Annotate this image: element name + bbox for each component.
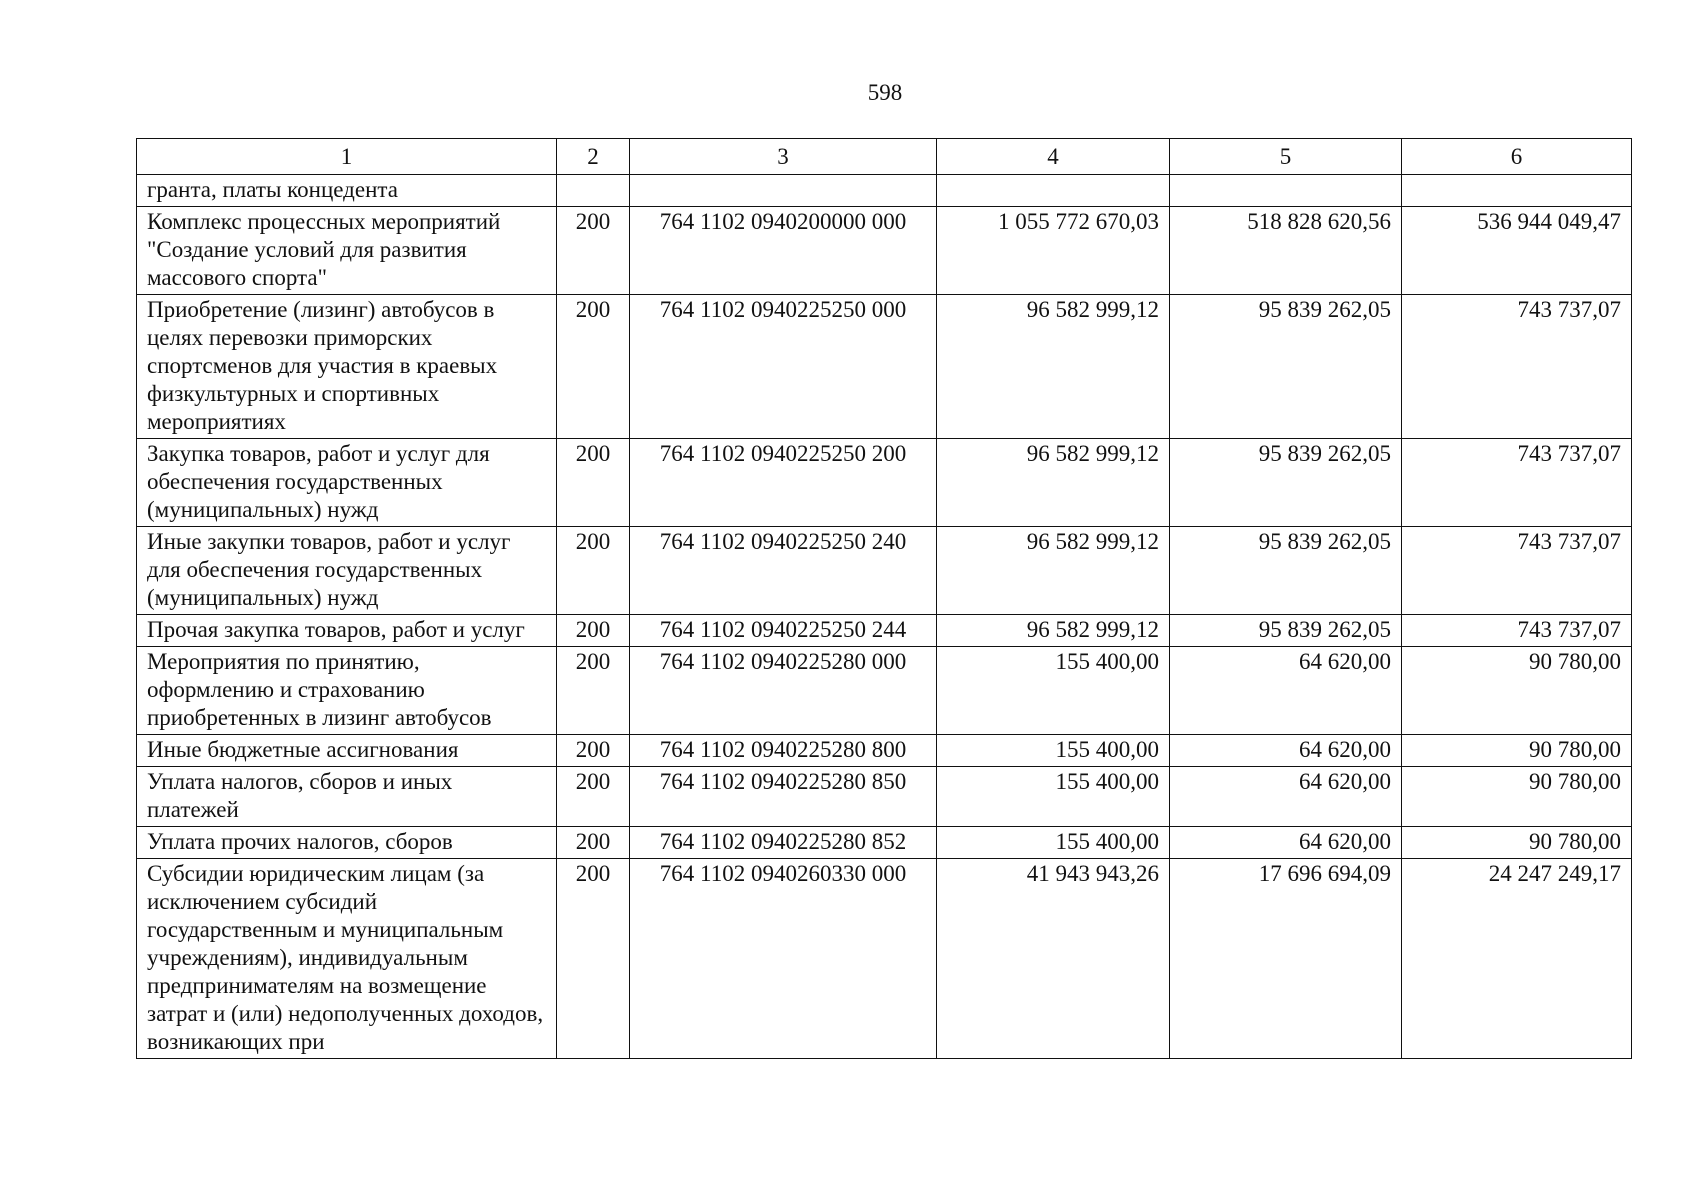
- row-value-6-cell: 90 780,00: [1402, 767, 1632, 827]
- row-code-cell: 200: [557, 527, 630, 615]
- row-code-cell: 200: [557, 767, 630, 827]
- column-header-4: 4: [937, 139, 1170, 175]
- row-kbk-cell: 764 1102 0940225250 240: [630, 527, 937, 615]
- row-code-cell: 200: [557, 439, 630, 527]
- row-name-cell: Комплекс процессных мероприятий "Создание условий для развития массового спорта": [137, 207, 557, 295]
- row-value-4-cell: 155 400,00: [937, 767, 1170, 827]
- row-kbk-cell: 764 1102 0940225280 850: [630, 767, 937, 827]
- row-value-6-cell: 90 780,00: [1402, 647, 1632, 735]
- page-number: 598: [867, 80, 903, 105]
- row-value-4-cell: 155 400,00: [937, 735, 1170, 767]
- row-value-4-cell: 96 582 999,12: [937, 295, 1170, 439]
- row-kbk-cell: [630, 175, 937, 207]
- row-value-5-cell: 64 620,00: [1170, 735, 1402, 767]
- table-row: [137, 527, 1632, 615]
- table-row: [137, 827, 1632, 859]
- row-value-5-cell: 518 828 620,56: [1170, 207, 1402, 295]
- row-value-4-cell: 155 400,00: [937, 827, 1170, 859]
- table-row: [137, 175, 1632, 207]
- row-value-4-cell: 96 582 999,12: [937, 527, 1170, 615]
- row-value-6-cell: 743 737,07: [1402, 615, 1632, 647]
- row-value-6-cell: 90 780,00: [1402, 735, 1632, 767]
- row-value-6-cell: 24 247 249,17: [1402, 859, 1632, 1059]
- row-name-cell: Прочая закупка товаров, работ и услуг: [137, 615, 557, 647]
- row-kbk-cell: 764 1102 0940225280 800: [630, 735, 937, 767]
- row-value-5-cell: 17 696 694,09: [1170, 859, 1402, 1059]
- row-code-cell: 200: [557, 827, 630, 859]
- column-header-5: 5: [1170, 139, 1402, 175]
- row-value-5-cell: 64 620,00: [1170, 647, 1402, 735]
- row-name-cell: гранта, платы концедента: [137, 175, 557, 207]
- row-name-cell: Субсидии юридическим лицам (за исключением субсидий государственным и муниципальным учреждениям), индивидуальным предпринимателям на возмещение затрат и (или) недополученных доходов, возникающих при: [137, 859, 557, 1059]
- row-code-cell: 200: [557, 647, 630, 735]
- row-kbk-cell: 764 1102 0940225280 000: [630, 647, 937, 735]
- column-header-1: 1: [137, 139, 557, 175]
- row-kbk-cell: 764 1102 0940225280 852: [630, 827, 937, 859]
- row-value-5-cell: 64 620,00: [1170, 767, 1402, 827]
- row-code-cell: 200: [557, 295, 630, 439]
- row-code-cell: 200: [557, 207, 630, 295]
- row-value-5-cell: 95 839 262,05: [1170, 295, 1402, 439]
- row-kbk-cell: 764 1102 0940260330 000: [630, 859, 937, 1059]
- column-header-6: 6: [1402, 139, 1632, 175]
- table-row: [137, 207, 1632, 295]
- row-kbk-cell: 764 1102 0940225250 000: [630, 295, 937, 439]
- row-value-4-cell: [937, 175, 1170, 207]
- row-value-5-cell: 64 620,00: [1170, 827, 1402, 859]
- row-code-cell: 200: [557, 735, 630, 767]
- row-value-5-cell: 95 839 262,05: [1170, 527, 1402, 615]
- row-name-cell: Закупка товаров, работ и услуг для обеспечения государственных (муниципальных) нужд: [137, 439, 557, 527]
- row-kbk-cell: 764 1102 0940225250 244: [630, 615, 937, 647]
- row-name-cell: Иные бюджетные ассигнования: [137, 735, 557, 767]
- row-name-cell: Уплата прочих налогов, сборов: [137, 827, 557, 859]
- row-value-4-cell: 155 400,00: [937, 647, 1170, 735]
- row-value-6-cell: 743 737,07: [1402, 439, 1632, 527]
- table-row: [137, 859, 1632, 1059]
- row-code-cell: 200: [557, 615, 630, 647]
- row-kbk-cell: 764 1102 0940200000 000: [630, 207, 937, 295]
- row-value-4-cell: 96 582 999,12: [937, 439, 1170, 527]
- budget-table: [136, 138, 1632, 1059]
- row-value-5-cell: [1170, 175, 1402, 207]
- row-value-4-cell: 41 943 943,26: [937, 859, 1170, 1059]
- row-kbk-cell: 764 1102 0940225250 200: [630, 439, 937, 527]
- row-name-cell: Мероприятия по принятию, оформлению и страхованию приобретенных в лизинг автобусов: [137, 647, 557, 735]
- table-row: [137, 735, 1632, 767]
- row-value-4-cell: 96 582 999,12: [937, 615, 1170, 647]
- table-row: [137, 647, 1632, 735]
- row-value-6-cell: 743 737,07: [1402, 295, 1632, 439]
- row-code-cell: 200: [557, 859, 630, 1059]
- row-value-6-cell: 536 944 049,47: [1402, 207, 1632, 295]
- table-row: [137, 615, 1632, 647]
- row-value-6-cell: 743 737,07: [1402, 527, 1632, 615]
- row-value-5-cell: 95 839 262,05: [1170, 615, 1402, 647]
- column-header-2: 2: [557, 139, 630, 175]
- row-value-4-cell: 1 055 772 670,03: [937, 207, 1170, 295]
- row-value-6-cell: 90 780,00: [1402, 827, 1632, 859]
- table-row: [137, 439, 1632, 527]
- row-name-cell: Иные закупки товаров, работ и услуг для обеспечения государственных (муниципальных) нужд: [137, 527, 557, 615]
- row-name-cell: Приобретение (лизинг) автобусов в целях перевозки приморских спортсменов для участия в краевых физкультурных и спортивных мероприятиях: [137, 295, 557, 439]
- column-header-3: 3: [630, 139, 937, 175]
- table-row: [137, 767, 1632, 827]
- row-value-5-cell: 95 839 262,05: [1170, 439, 1402, 527]
- row-code-cell: [557, 175, 630, 207]
- table-row: [137, 295, 1632, 439]
- table-header-row: [137, 139, 1632, 175]
- row-name-cell: Уплата налогов, сборов и иных платежей: [137, 767, 557, 827]
- row-value-6-cell: [1402, 175, 1632, 207]
